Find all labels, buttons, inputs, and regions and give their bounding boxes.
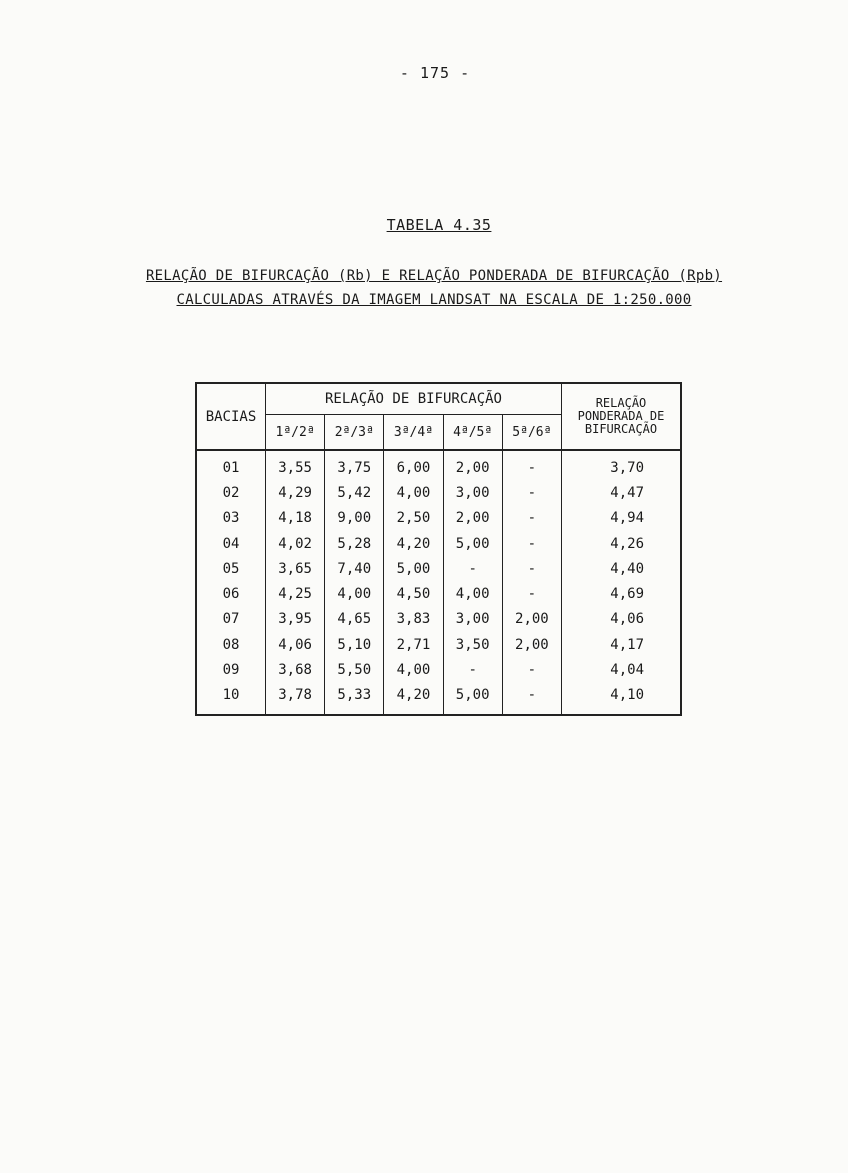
cell-order-1-2: 4,29: [266, 480, 325, 505]
cell-order-5-6: 2,00: [502, 607, 561, 632]
table-row: [196, 480, 681, 505]
cell-rpb: 4,26: [562, 531, 682, 556]
header-bacias: BACIAS: [196, 383, 266, 450]
cell-order-3-4: 2,71: [384, 632, 443, 657]
subheader-order-1-2: 1ª/2ª: [266, 415, 325, 451]
cell-order-5-6: 2,00: [502, 632, 561, 657]
table-row: [196, 632, 681, 657]
cell-rpb: 4,10: [562, 683, 682, 715]
cell-rpb: 4,04: [562, 657, 682, 682]
cell-order-1-2: 3,65: [266, 556, 325, 581]
table-caption-line-1: RELAÇÃO DE BIFURCAÇÃO (Rb) E RELAÇÃO PONDERADA DE BIFURCAÇÃO (Rpb): [145, 268, 723, 284]
cell-bacia: 09: [196, 657, 266, 682]
cell-order-1-2: 4,25: [266, 581, 325, 606]
cell-rpb: 4,69: [562, 581, 682, 606]
cell-order-5-6: -: [502, 531, 561, 556]
subheader-order-5-6: 5ª/6ª: [502, 415, 561, 451]
cell-order-3-4: 2,50: [384, 506, 443, 531]
cell-rpb: 4,94: [562, 506, 682, 531]
cell-order-3-4: 6,00: [384, 450, 443, 480]
cell-order-1-2: 3,68: [266, 657, 325, 682]
cell-order-2-3: 4,65: [325, 607, 384, 632]
cell-order-1-2: 4,06: [266, 632, 325, 657]
cell-order-4-5: -: [443, 657, 502, 682]
cell-order-5-6: -: [502, 480, 561, 505]
cell-order-4-5: 3,00: [443, 480, 502, 505]
cell-bacia: 05: [196, 556, 266, 581]
cell-order-2-3: 4,00: [325, 581, 384, 606]
cell-order-3-4: 4,00: [384, 657, 443, 682]
cell-order-4-5: 5,00: [443, 531, 502, 556]
cell-bacia: 02: [196, 480, 266, 505]
cell-order-1-2: 3,55: [266, 450, 325, 480]
cell-bacia: 01: [196, 450, 266, 480]
cell-bacia: 10: [196, 683, 266, 715]
page-number: - 175 -: [399, 64, 471, 82]
subheader-order-2-3: 2ª/3ª: [325, 415, 384, 451]
cell-order-4-5: -: [443, 556, 502, 581]
cell-bacia: 07: [196, 607, 266, 632]
cell-bacia: 03: [196, 506, 266, 531]
table-row: [196, 556, 681, 581]
table-row: [196, 581, 681, 606]
cell-order-2-3: 5,10: [325, 632, 384, 657]
cell-order-3-4: 4,20: [384, 531, 443, 556]
header-relacao-ponderada: RELAÇÃO PONDERADA DE BIFURCAÇÃO: [562, 383, 682, 450]
cell-order-4-5: 2,00: [443, 450, 502, 480]
cell-order-5-6: -: [502, 581, 561, 606]
cell-order-3-4: 4,20: [384, 683, 443, 715]
cell-order-1-2: 3,78: [266, 683, 325, 715]
cell-order-5-6: -: [502, 683, 561, 715]
cell-order-5-6: -: [502, 450, 561, 480]
table-row: [196, 450, 681, 480]
table-caption-line-2: CALCULADAS ATRAVÉS DA IMAGEM LANDSAT NA ESCALA DE 1:250.000: [176, 292, 692, 308]
table-row: [196, 657, 681, 682]
cell-order-2-3: 9,00: [325, 506, 384, 531]
bifurcation-table: [195, 382, 682, 716]
cell-order-4-5: 5,00: [443, 683, 502, 715]
cell-order-1-2: 4,18: [266, 506, 325, 531]
cell-order-1-2: 4,02: [266, 531, 325, 556]
table-row: [196, 506, 681, 531]
cell-order-3-4: 3,83: [384, 607, 443, 632]
table-row: [196, 607, 681, 632]
cell-order-2-3: 5,33: [325, 683, 384, 715]
cell-rpb: 4,40: [562, 556, 682, 581]
cell-order-2-3: 7,40: [325, 556, 384, 581]
subheader-order-4-5: 4ª/5ª: [443, 415, 502, 451]
cell-rpb: 4,17: [562, 632, 682, 657]
cell-order-2-3: 5,42: [325, 480, 384, 505]
cell-order-5-6: -: [502, 657, 561, 682]
cell-order-3-4: 4,50: [384, 581, 443, 606]
cell-order-4-5: 3,50: [443, 632, 502, 657]
cell-rpb: 4,47: [562, 480, 682, 505]
header-relacao-bifurcacao: RELAÇÃO DE BIFURCAÇÃO: [266, 383, 562, 415]
cell-order-1-2: 3,95: [266, 607, 325, 632]
cell-order-2-3: 3,75: [325, 450, 384, 480]
subheader-order-3-4: 3ª/4ª: [384, 415, 443, 451]
cell-bacia: 06: [196, 581, 266, 606]
cell-rpb: 4,06: [562, 607, 682, 632]
cell-order-2-3: 5,28: [325, 531, 384, 556]
cell-bacia: 04: [196, 531, 266, 556]
cell-order-2-3: 5,50: [325, 657, 384, 682]
table-row: [196, 531, 681, 556]
cell-order-3-4: 4,00: [384, 480, 443, 505]
table-title: TABELA 4.35: [386, 216, 492, 234]
cell-order-4-5: 4,00: [443, 581, 502, 606]
table-row: [196, 683, 681, 715]
cell-order-5-6: -: [502, 556, 561, 581]
cell-order-4-5: 3,00: [443, 607, 502, 632]
cell-bacia: 08: [196, 632, 266, 657]
table-body: [196, 450, 681, 715]
cell-order-3-4: 5,00: [384, 556, 443, 581]
cell-order-5-6: -: [502, 506, 561, 531]
cell-order-4-5: 2,00: [443, 506, 502, 531]
cell-rpb: 3,70: [562, 450, 682, 480]
